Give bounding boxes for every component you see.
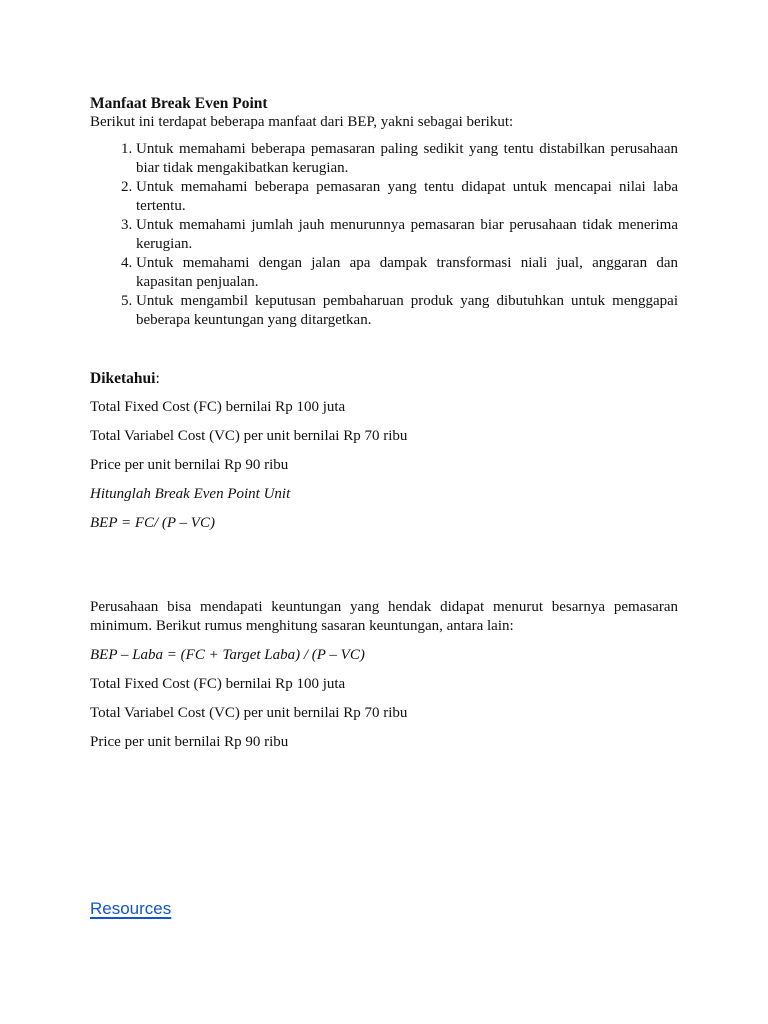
known-variable-cost: Total Variabel Cost (VC) per unit bernilai Rp 70 ribu xyxy=(90,428,408,444)
list-item: 4. Untuk memahami dengan jalan apa dampak transformasi niali jual, anggaran dan kapasitan penjualan. xyxy=(136,254,678,292)
known-fixed-cost: Total Fixed Cost (FC) bernilai Rp 100 juta xyxy=(90,399,346,415)
benefits-list xyxy=(90,140,678,330)
intro-text: Berikut ini terdapat beberapa manfaat dari BEP, yakni sebagai berikut: xyxy=(90,114,514,130)
bep-formula: BEP = FC/ (P – VC) xyxy=(90,515,215,531)
list-item: 5. Untuk mengambil keputusan pembaharuan produk yang dibutuhkan untuk menggapai beberapa keuntungan yang ditargetkan. xyxy=(136,292,678,330)
document-body xyxy=(90,94,678,752)
target-profit-paragraph: Perusahaan bisa mendapati keuntungan yang hendak didapat menurut besarnya pemasaran minimum. Berikut rumus menghitung sasaran keuntungan, antara lain: xyxy=(90,599,678,634)
known-price: Price per unit bernilai Rp 90 ribu xyxy=(90,457,289,473)
known-heading xyxy=(90,369,678,388)
known-heading-label: Diketahui xyxy=(90,370,156,387)
resources-link[interactable]: Resources xyxy=(90,899,172,918)
known-fixed-cost-2: Total Fixed Cost (FC) bernilai Rp 100 juta xyxy=(90,676,346,692)
known-price-2: Price per unit bernilai Rp 90 ribu xyxy=(90,734,289,750)
known-variable-cost-2: Total Variabel Cost (VC) per unit bernilai Rp 70 ribu xyxy=(90,705,408,721)
list-item: 3. Untuk memahami jumlah jauh menurunnya pemasaran biar perusahaan tidak menerima kerugian. xyxy=(136,216,678,254)
list-item: 2. Untuk memahami beberapa pemasaran yang tentu didapat untuk mencapai nilai laba tertentu. xyxy=(136,178,678,216)
bep-laba-formula: BEP – Laba = (FC + Target Laba) / (P – VC) xyxy=(90,647,365,663)
list-item: 1. Untuk memahami beberapa pemasaran paling sedikit yang tentu distabilkan perusahaan biar tidak mengakibatkan kerugian. xyxy=(136,140,678,178)
section-heading: Manfaat Break Even Point xyxy=(90,95,268,112)
task-text: Hitunglah Break Even Point Unit xyxy=(90,486,291,502)
known-heading-colon: : xyxy=(155,370,160,387)
